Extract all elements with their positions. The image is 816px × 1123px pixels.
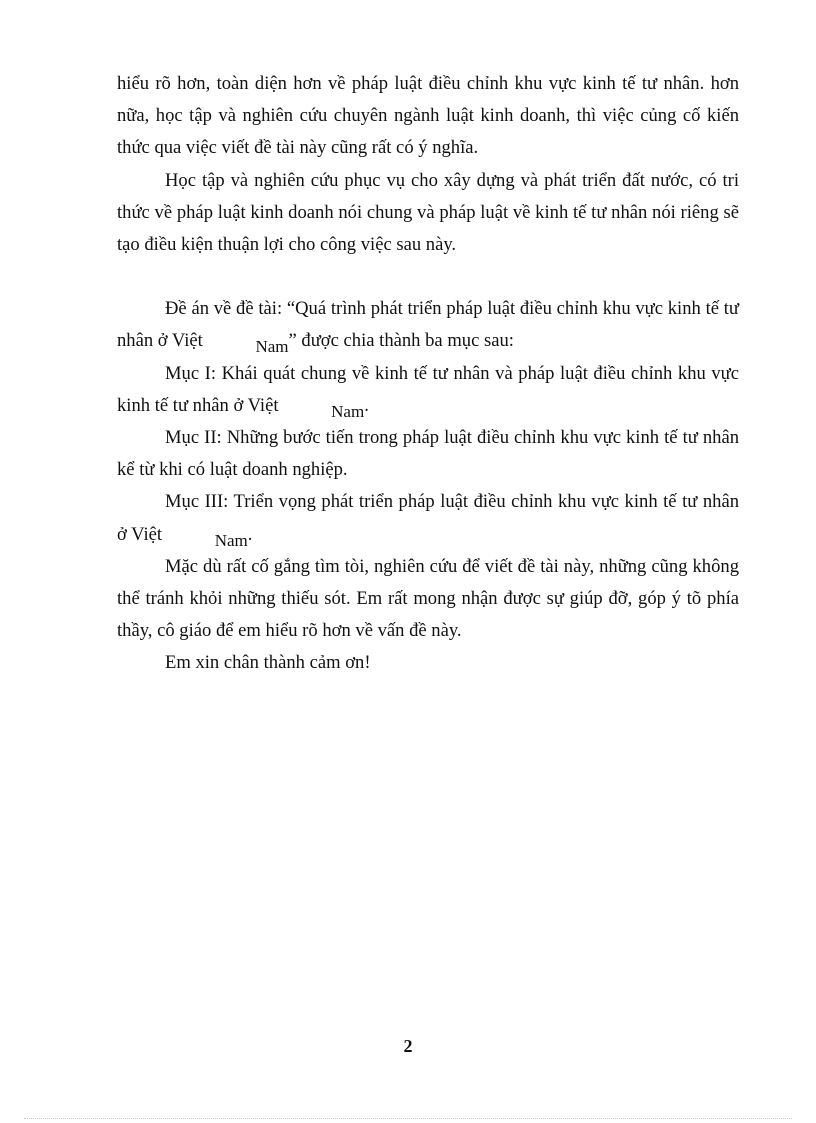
paragraph-study-purpose: Học tập và nghiên cứu phục vụ cho xây dựng và phát triển đất nước, có tri thức về pháp luật kinh doanh nói chung và pháp luật về kinh tế tư nhân nói riêng sẽ tạo điều kiện thuận lợi cho công việc sau này. [117,169,739,256]
paragraph-project-outline: Đề án về đề tài: “Quá trình phát triển pháp luật điều chỉnh khu vực kinh tế tư nhân ở Việt Nam” được chia thành ba mục sau: [117,298,739,357]
paragraph-section-1: Mục I: Khái quát chung về kinh tế tư nhân và pháp luật điều chỉnh khu vực kinh tế tư nhân ở Việt Nam. [117,362,739,421]
page-number: 2 [403,1036,413,1056]
paragraph-acknowledgement-request: Mặc dù rất cố gắng tìm tòi, nghiên cứu để viết đề tài này, những cũng không thể tránh khỏi những thiếu sót. Em rất mong nhận được sự giúp đỡ, góp ý tõ phía thầy, cô giáo để em hiểu rõ hơn về vấn đề này. [117,555,739,642]
page-bottom-divider [24,1118,792,1119]
paragraph-section-2: Mục II: Những bước tiến trong pháp luật điều chỉnh khu vực kinh tế tư nhân kể từ khi có luật doanh nghiệp. [117,427,739,481]
document-body [117,68,739,680]
paragraph-thanks: Em xin chân thành cảm ơn! [165,652,371,674]
paragraph-section-3: Mục III: Triển vọng phát triển pháp luật điều chỉnh khu vực kinh tế tư nhân ở Việt Nam. [117,491,739,550]
paragraph-continuation: hiểu rõ hơn, toàn diện hơn về pháp luật điều chỉnh khu vực kinh tế tư nhân. hơn nữa, học tập và nghiên cứu chuyên ngành luật kinh doanh, thì việc củng cố kiến thức qua việc viết đề tài này cũng rất có ý nghĩa. [117,73,739,159]
